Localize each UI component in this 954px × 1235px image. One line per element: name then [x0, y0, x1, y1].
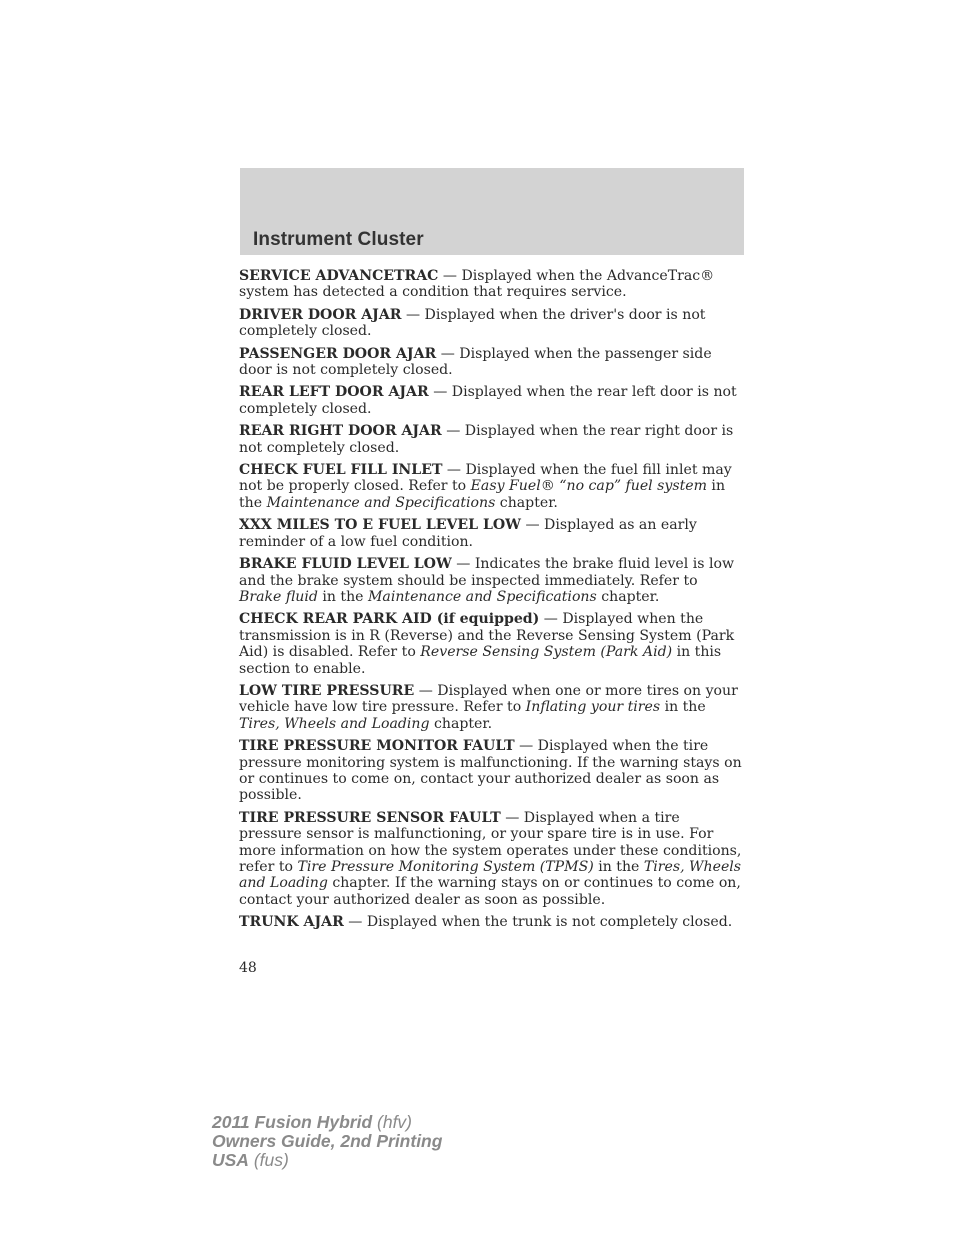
message-description: in the — [317, 588, 368, 605]
document-footer — [212, 1113, 442, 1170]
message-entry — [239, 423, 744, 456]
message-entry — [239, 462, 744, 511]
message-description: — Indicates the brake fluid level is low and the brake system should be inspected immediately. Refer to — [239, 556, 735, 589]
message-description: — Displayed when the AdvanceTrac® system has detected a condition that requires service. — [239, 268, 715, 301]
message-term: TRUNK AJAR — [239, 914, 344, 931]
message-term: CHECK FUEL FILL INLET — [239, 462, 443, 479]
message-description: — Displayed when a tire pressure sensor is malfunctioning, or your spare tire is in use. For more information on how the system operates under these conditions, refer to — [239, 809, 742, 875]
footer-model: 2011 Fusion Hybrid — [212, 1112, 373, 1132]
message-term: PASSENGER DOOR AJAR — [239, 345, 437, 362]
message-description: — Displayed when the driver's door is not completely closed. — [239, 306, 706, 340]
footer-guide: Owners Guide, 2nd Printing — [212, 1131, 443, 1151]
message-entry — [239, 810, 744, 908]
message-description: — Displayed when the fuel fill inlet may not be properly closed. Refer to — [239, 462, 732, 495]
message-term: XXX MILES TO E FUEL LEVEL LOW — [239, 517, 521, 534]
cross-reference: Inflating your tires — [525, 699, 661, 716]
message-description: — Displayed when the rear left door is not completely closed. — [239, 384, 737, 417]
cross-reference: Maintenance and Specifications — [367, 588, 597, 605]
cross-reference: Brake fluid — [239, 588, 318, 605]
entry-list — [239, 268, 744, 937]
message-term: BRAKE FLUID LEVEL LOW — [239, 556, 452, 573]
message-entry — [239, 914, 744, 930]
section-header-band — [240, 168, 744, 255]
message-entry — [239, 611, 744, 677]
message-description: — Displayed when the rear right door is not completely closed. — [239, 423, 734, 456]
message-description: in the — [239, 478, 726, 511]
message-term: TIRE PRESSURE MONITOR FAULT — [239, 738, 515, 755]
message-term: DRIVER DOOR AJAR — [239, 306, 402, 323]
cross-reference: Reverse Sensing System (Park Aid) — [420, 644, 673, 661]
cross-reference: Easy Fuel® “no cap” fuel system — [470, 478, 707, 495]
message-description: chapter. — [429, 715, 493, 732]
cross-reference: Tire Pressure Monitoring System (TPMS) — [297, 859, 594, 875]
message-description: — Displayed when the transmission is in R (Reverse) and the Reverse Sensing System (Park Aid) is disabled. Refer to — [239, 611, 735, 661]
footer-line-2 — [212, 1132, 442, 1151]
message-term: SERVICE ADVANCETRAC — [239, 268, 439, 284]
message-entry — [239, 307, 744, 340]
message-term: CHECK REAR PARK AID (if equipped) — [239, 611, 540, 628]
footer-line-3 — [212, 1151, 442, 1170]
message-term: TIRE PRESSURE SENSOR FAULT — [239, 809, 501, 826]
message-description: in the — [593, 859, 644, 875]
message-description: — Displayed when the passenger side door is not completely closed. — [239, 345, 712, 379]
footer-market-code: (fus) — [248, 1150, 289, 1170]
section-title: Instrument Cluster — [253, 229, 424, 250]
message-entry — [239, 268, 744, 301]
cross-reference: Tires, Wheels and Loading — [239, 859, 742, 892]
message-entry — [239, 517, 744, 550]
message-description: chapter. — [596, 588, 660, 605]
message-description: chapter. — [495, 494, 558, 511]
page-number: 48 — [239, 960, 257, 976]
message-entry — [239, 384, 744, 417]
message-entry — [239, 346, 744, 379]
message-entry — [239, 556, 744, 605]
footer-model-code: (hfv) — [372, 1112, 413, 1132]
cross-reference: Tires, Wheels and Loading — [239, 715, 430, 732]
message-description: — Displayed when one or more tires on your vehicle have low tire pressure. Refer to — [239, 682, 738, 716]
message-description: — Displayed when the trunk is not completely closed. — [343, 914, 733, 931]
message-description: chapter. If the warning stays on or continues to come on, contact your authorized dealer as soon as possible. — [239, 875, 741, 908]
message-description: — Displayed when the tire pressure monitoring system is malfunctioning. If the warning stays on or continues to come on, contact your authorized dealer as soon as possible. — [239, 738, 742, 804]
message-description: in this section to enable. — [239, 644, 722, 677]
message-entry — [239, 738, 744, 804]
message-term: REAR RIGHT DOOR AJAR — [239, 423, 442, 440]
message-term: LOW TIRE PRESSURE — [239, 682, 415, 699]
message-description: — Displayed as an early reminder of a low fuel condition. — [239, 517, 697, 550]
message-entry — [239, 683, 744, 732]
footer-line-1 — [212, 1113, 442, 1132]
message-term: REAR LEFT DOOR AJAR — [239, 384, 429, 401]
footer-market: USA — [212, 1150, 249, 1170]
cross-reference: Maintenance and Specifications — [266, 494, 496, 511]
message-description: in the — [660, 699, 706, 716]
